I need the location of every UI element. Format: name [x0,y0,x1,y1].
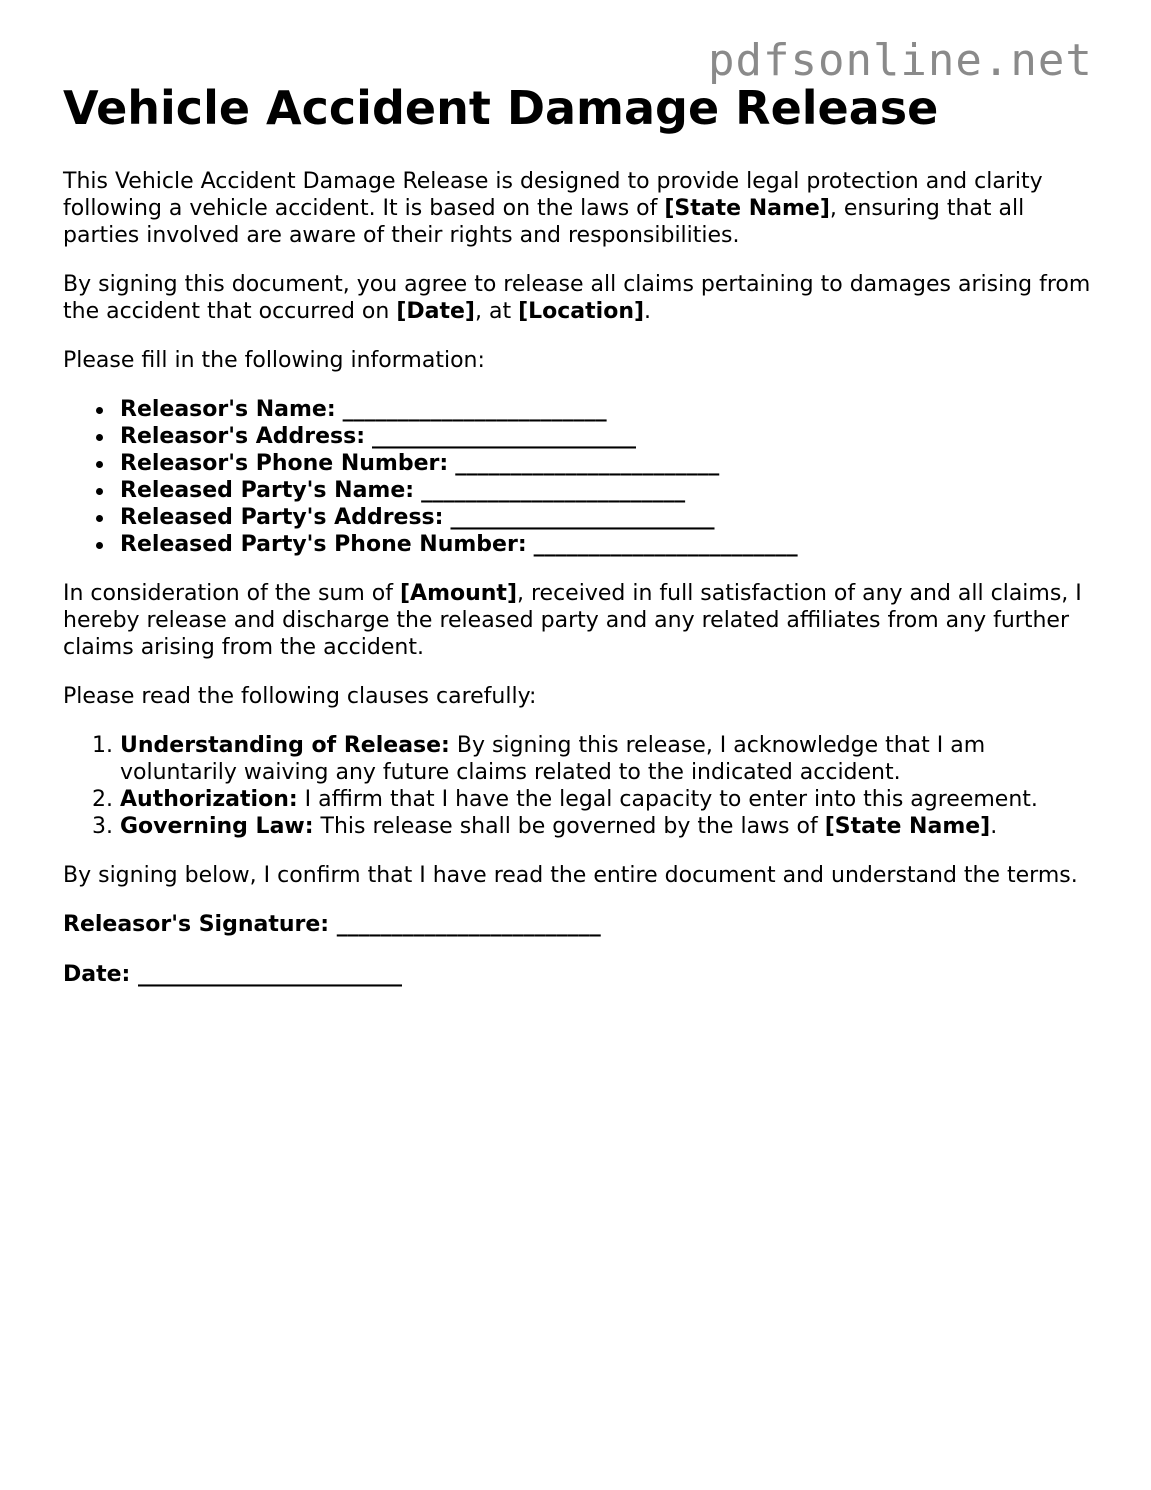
watermark: pdfsonline.net [708,35,1093,86]
signature-blank[interactable]: ________________________ [336,912,601,937]
amount-placeholder: [Amount] [399,581,517,606]
signing-paragraph: By signing this document, you agree to release all claims pertaining to damages arising from the accident that occurred on [Date], at [Location]. [63,272,1091,324]
clause-governing-law: 3. Governing Law: This release shall be governed by the laws of [State Name]. [120,813,1103,840]
field-released-party-name: Released Party's Name: ________________________ [120,477,1103,504]
clause-authorization: 2. Authorization: I affirm that I have the legal capacity to enter into this agreement. [120,786,1103,813]
date-placeholder: [Date] [396,299,475,324]
intro-paragraph: This Vehicle Accident Damage Release is designed to provide legal protection and clarity following a vehicle accident. It is based on the laws of [State Name], ensuring that all parties involved are aware of their rights and responsibilities. [63,169,1043,248]
state-placeholder: [State Name] [664,196,830,221]
field-releasor-phone: Releasor's Phone Number: ________________________ [120,450,1103,477]
blank-line[interactable]: ________________________ [455,451,720,476]
fields-list [63,396,1103,558]
date-line: Date: ________________________ [63,962,403,987]
blank-line[interactable]: ________________________ [421,478,686,503]
clauses-prompt: Please read the following clauses carefully: [63,684,537,709]
field-released-party-address: Released Party's Address: ________________________ [120,504,1103,531]
confirm-paragraph: By signing below, I confirm that I have read the entire document and understand the terms. [63,863,1078,888]
signature-line: Releasor's Signature: ________________________ [63,912,601,937]
blank-line[interactable]: ________________________ [342,397,607,422]
blank-line[interactable]: ________________________ [533,532,798,557]
document-page [63,80,1103,1011]
consideration-paragraph: In consideration of the sum of [Amount], received in full satisfaction of any and all claims, I hereby release and discharge the released party and any related affiliates from any further claims arising from the accident. [63,581,1082,660]
blank-line[interactable]: ________________________ [450,505,715,530]
clauses-list [63,732,1103,840]
document-title: Vehicle Accident Damage Release [63,81,939,135]
clause-understanding: 1. Understanding of Release: By signing this release, I acknowledge that I am voluntarily waiving any future claims related to the indicated accident. [120,732,1103,786]
location-placeholder: [Location] [518,299,645,324]
blank-line[interactable]: ________________________ [372,424,636,449]
field-released-party-phone: Released Party's Phone Number: ________________________ [120,531,1103,558]
field-releasor-address: Releasor's Address: ________________________ [120,423,1103,450]
date-blank[interactable]: ________________________ [138,962,403,987]
field-releasor-name: Releasor's Name: ________________________ [120,396,1103,423]
fill-prompt: Please fill in the following information: [63,348,485,373]
